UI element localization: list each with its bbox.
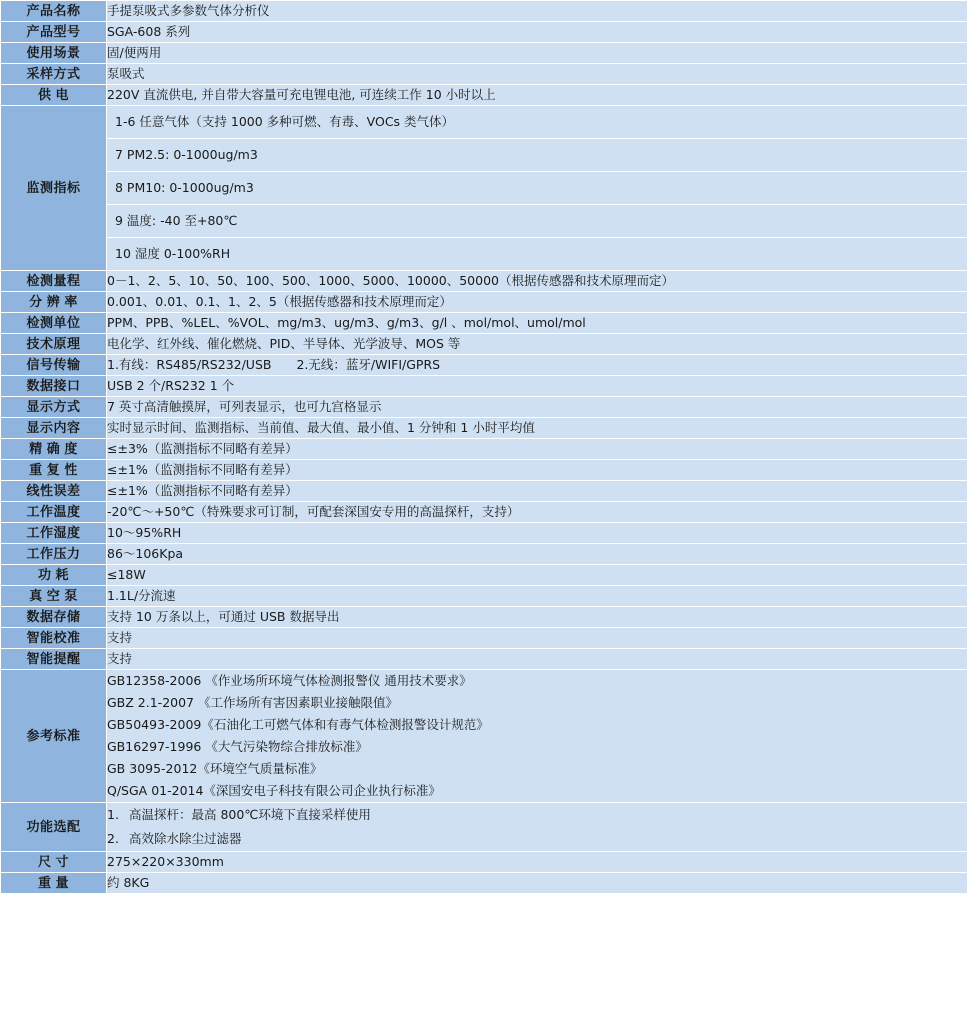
table-row xyxy=(1,803,968,852)
spec-label: 显示内容 xyxy=(1,418,107,439)
spec-label: 使用场景 xyxy=(1,43,107,64)
spec-label: 智能校准 xyxy=(1,628,107,649)
spec-sub-row: 1-6 任意气体（支持 1000 多种可燃、有毒、VOCs 类气体） xyxy=(107,106,967,139)
spec-label: 智能提醒 xyxy=(1,649,107,670)
spec-sub-row: 10 湿度 0-100%RH xyxy=(115,246,231,261)
spec-label: 重 量 xyxy=(1,873,107,894)
option-number: 2. xyxy=(107,831,119,846)
spec-label: 检测量程 xyxy=(1,271,107,292)
spec-label: 检测单位 xyxy=(1,313,107,334)
spec-sub-row: 7 PM2.5: 0-1000ug/m3 xyxy=(107,139,967,172)
table-row xyxy=(1,85,968,106)
table-row xyxy=(1,628,968,649)
spec-value: 约 8KG xyxy=(107,873,968,894)
table-row xyxy=(1,873,968,894)
option-text: 高温探杆：最高 800℃环境下直接采样使用 xyxy=(129,807,371,822)
spec-label: 工作温度 xyxy=(1,502,107,523)
spec-label: 工作压力 xyxy=(1,544,107,565)
spec-label: 产品型号 xyxy=(1,22,107,43)
spec-value: 275×220×330mm xyxy=(107,852,968,873)
table-row xyxy=(1,1,968,22)
standard-line: GB 3095-2012《环境空气质量标准》 xyxy=(107,761,323,776)
table-row xyxy=(1,439,968,460)
table-row xyxy=(1,481,968,502)
spec-label: 精 确 度 xyxy=(1,439,107,460)
spec-label: 功能选配 xyxy=(1,803,107,852)
spec-value xyxy=(107,106,968,271)
standard-line: Q/SGA 01-2014《深国安电子科技有限公司企业执行标准》 xyxy=(107,783,441,798)
option-line xyxy=(107,827,967,851)
spec-value: ≤±3%（监测指标不同略有差异） xyxy=(107,439,968,460)
spec-label: 供 电 xyxy=(1,85,107,106)
spec-value: 支持 xyxy=(107,649,968,670)
spec-value: 固/便两用 xyxy=(107,43,968,64)
spec-value: USB 2 个/RS232 1 个 xyxy=(107,376,968,397)
spec-value: 1.有线：RS485/RS232/USB 2.无线：蓝牙/WIFI/GPRS xyxy=(107,355,968,376)
table-row xyxy=(1,523,968,544)
table-row xyxy=(1,292,968,313)
spec-label: 尺 寸 xyxy=(1,852,107,873)
spec-label: 真 空 泵 xyxy=(1,586,107,607)
spec-label: 分 辨 率 xyxy=(1,292,107,313)
table-row xyxy=(1,376,968,397)
spec-label: 监测指标 xyxy=(1,106,107,271)
table-row xyxy=(1,355,968,376)
spec-label: 重 复 性 xyxy=(1,460,107,481)
table-row xyxy=(1,313,968,334)
table-row xyxy=(1,397,968,418)
spec-label: 数据接口 xyxy=(1,376,107,397)
standard-line: GB50493-2009《石油化工可燃气体和有毒气体检测报警设计规范》 xyxy=(107,717,489,732)
spec-label: 数据存储 xyxy=(1,607,107,628)
spec-value: 10～95%RH xyxy=(107,523,968,544)
spec-value: 手提泵吸式多参数气体分析仪 xyxy=(107,1,968,22)
table-row xyxy=(1,334,968,355)
table-row xyxy=(1,852,968,873)
spec-value: 0.001、0.01、0.1、1、2、5（根据传感器和技术原理而定） xyxy=(107,292,968,313)
spec-label: 线性误差 xyxy=(1,481,107,502)
table-row xyxy=(1,271,968,292)
spec-value: 电化学、红外线、催化燃烧、PID、半导体、光学波导、MOS 等 xyxy=(107,334,968,355)
table-row xyxy=(1,544,968,565)
spec-value: 86～106Kpa xyxy=(107,544,968,565)
spec-label: 技术原理 xyxy=(1,334,107,355)
spec-value: 0－1、2、5、10、50、100、500、1000、5000、10000、50000（根据传感器和技术原理而定） xyxy=(107,271,968,292)
table-row xyxy=(1,670,968,803)
spec-label: 工作湿度 xyxy=(1,523,107,544)
standard-line: GB12358-2006 《作业场所环境气体检测报警仪 通用技术要求》 xyxy=(107,673,472,688)
spec-value xyxy=(107,803,968,852)
table-row xyxy=(1,649,968,670)
spec-value: PPM、PPB、%LEL、%VOL、mg/m3、ug/m3、g/m3、g/l 、mol/mol、umol/mol xyxy=(107,313,968,334)
standard-line: GB16297-1996 《大气污染物综合排放标准》 xyxy=(107,739,368,754)
standard-line: GBZ 2.1-2007 《工作场所有害因素职业接触限值》 xyxy=(107,695,398,710)
table-row xyxy=(1,106,968,271)
spec-value: 7 英寸高清触摸屏，可列表显示，也可九宫格显示 xyxy=(107,397,968,418)
spec-label: 采样方式 xyxy=(1,64,107,85)
spec-value: ≤18W xyxy=(107,565,968,586)
spec-value: 支持 xyxy=(107,628,968,649)
table-row xyxy=(1,607,968,628)
table-row xyxy=(1,64,968,85)
spec-value: 泵吸式 xyxy=(107,64,968,85)
spec-value: 1.1L/分流速 xyxy=(107,586,968,607)
option-text: 高效除水除尘过滤器 xyxy=(129,831,242,846)
table-row xyxy=(1,502,968,523)
table-row xyxy=(1,418,968,439)
spec-value: ≤±1%（监测指标不同略有差异） xyxy=(107,481,968,502)
table-row xyxy=(1,460,968,481)
spec-label: 显示方式 xyxy=(1,397,107,418)
table-row xyxy=(1,22,968,43)
spec-label: 信号传输 xyxy=(1,355,107,376)
spec-value xyxy=(107,670,968,803)
spec-sub-row: 9 温度: -40 至+80℃ xyxy=(107,205,967,238)
table-row xyxy=(1,586,968,607)
spec-value: 实时显示时间、监测指标、当前值、最大值、最小值、1 分钟和 1 小时平均值 xyxy=(107,418,968,439)
table-row xyxy=(1,43,968,64)
spec-value: ≤±1%（监测指标不同略有差异） xyxy=(107,460,968,481)
spec-value: SGA-608 系列 xyxy=(107,22,968,43)
spec-sub-row: 8 PM10: 0-1000ug/m3 xyxy=(107,172,967,205)
spec-label: 功 耗 xyxy=(1,565,107,586)
spec-value: 支持 10 万条以上，可通过 USB 数据导出 xyxy=(107,607,968,628)
table-body xyxy=(1,1,968,894)
spec-label: 产品名称 xyxy=(1,1,107,22)
spec-label: 参考标准 xyxy=(1,670,107,803)
option-number: 1. xyxy=(107,807,119,822)
table-row xyxy=(1,565,968,586)
option-line xyxy=(107,803,967,827)
spec-value: -20℃～+50℃（特殊要求可订制，可配套深国安专用的高温探杆，支持） xyxy=(107,502,968,523)
spec-value: 220V 直流供电, 并自带大容量可充电锂电池, 可连续工作 10 小时以上 xyxy=(107,85,968,106)
